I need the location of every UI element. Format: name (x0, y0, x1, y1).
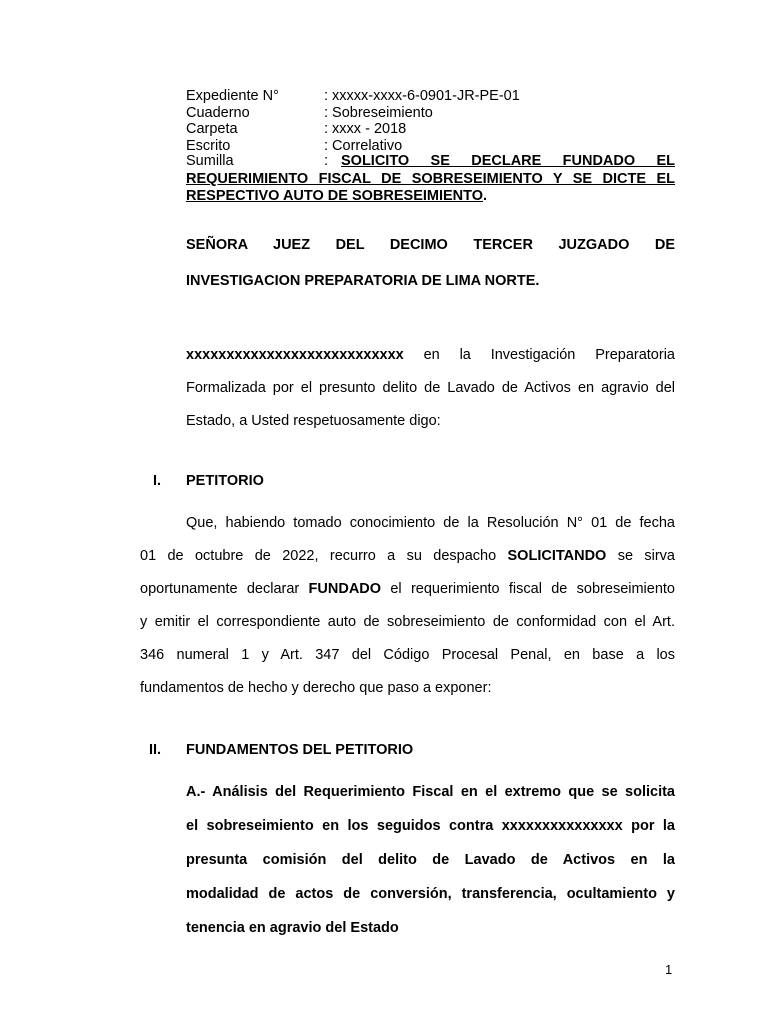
intro-paragraph (186, 339, 675, 438)
petitorio-line-2: 01 de octubre de 2022, recurro a su despacho SOLICITANDO se sirva (140, 548, 675, 564)
intro-line-1: xxxxxxxxxxxxxxxxxxxxxxxxxxx en la Investigación Preparatoria (186, 347, 675, 363)
cuaderno-value: : Sobreseimiento (324, 104, 433, 121)
sumilla-label: Sumilla (186, 153, 234, 169)
carpeta-row (186, 121, 676, 138)
section-2-title: FUNDAMENTOS DEL PETITORIO (186, 742, 414, 758)
intro-line-3: Estado, a Usted respetuosamente digo: (186, 413, 441, 429)
expediente-label: Expediente N° (186, 88, 279, 104)
sumilla-block (186, 153, 675, 206)
page-number: 1 (665, 962, 673, 977)
section-2-subheading (186, 775, 675, 945)
subheading-line-2: el sobreseimiento en los seguidos contra xxxxxxxxxxxxxxx por la (186, 818, 675, 834)
addressee-line-1-wrap (186, 237, 675, 253)
petitorio-line-6: fundamentos de hecho y derecho que paso a exponer: (140, 680, 492, 696)
carpeta-label: Carpeta (186, 121, 238, 137)
cuaderno-label: Cuaderno (186, 104, 250, 121)
addressee-line-2: INVESTIGACION PREPARATORIA DE LIMA NORTE. (186, 273, 540, 289)
escrito-row (186, 138, 676, 155)
subheading-line-4: modalidad de actos de conversión, transferencia, ocultamiento y (186, 886, 675, 902)
section-1-title: PETITORIO (186, 473, 264, 489)
case-header (186, 88, 676, 154)
escrito-value: : Correlativo (324, 137, 403, 154)
section-2-number: II. (149, 742, 162, 758)
petitorio-paragraph (140, 507, 675, 705)
sumilla-colon: : (324, 153, 329, 169)
expediente-row (186, 88, 676, 105)
sumilla-line-1: SOLICITO SE DECLARE FUNDADO EL (341, 153, 675, 169)
subheading-line-1: A.- Análisis del Requerimiento Fiscal en el extremo que se solicita (186, 784, 675, 800)
petitorio-line-4: y emitir el correspondiente auto de sobreseimiento de conformidad con el Art. (140, 614, 675, 630)
cuaderno-row (186, 105, 676, 122)
sumilla-line-3: RESPECTIVO AUTO DE SOBRESEIMIENTO. (186, 188, 488, 204)
petitorio-line-5: 346 numeral 1 y Art. 347 del Código Procesal Penal, en base a los (140, 647, 675, 663)
petitioner-name: xxxxxxxxxxxxxxxxxxxxxxxxxxx (186, 347, 404, 363)
sumilla-row (186, 153, 675, 171)
intro-line-2: Formalizada por el presunto delito de Lavado de Activos en agravio del (186, 380, 675, 396)
escrito-label: Escrito (186, 137, 231, 154)
section-1-number: I. (153, 473, 162, 489)
subheading-line-3: presunta comisión del delito de Lavado de Activos en la (186, 852, 675, 868)
sumilla-line-2: REQUERIMIENTO FISCAL DE SOBRESEIMIENTO Y SE DICTE EL (186, 170, 675, 187)
addressee-line-2-wrap (186, 273, 675, 289)
addressee-line-1: SEÑORA JUEZ DEL DECIMO TERCER JUZGADO DE (186, 237, 675, 253)
carpeta-value: : xxxx - 2018 (324, 121, 407, 137)
petitorio-line-1: Que, habiendo tomado conocimiento de la Resolución N° 01 de fecha (186, 515, 675, 531)
expediente-value: : xxxxx-xxxx-6-0901-JR-PE-01 (324, 88, 520, 104)
petitorio-line-3: oportunamente declarar FUNDADO el requerimiento fiscal de sobreseimiento (140, 581, 675, 597)
subheading-line-5: tenencia en agravio del Estado (186, 920, 399, 936)
